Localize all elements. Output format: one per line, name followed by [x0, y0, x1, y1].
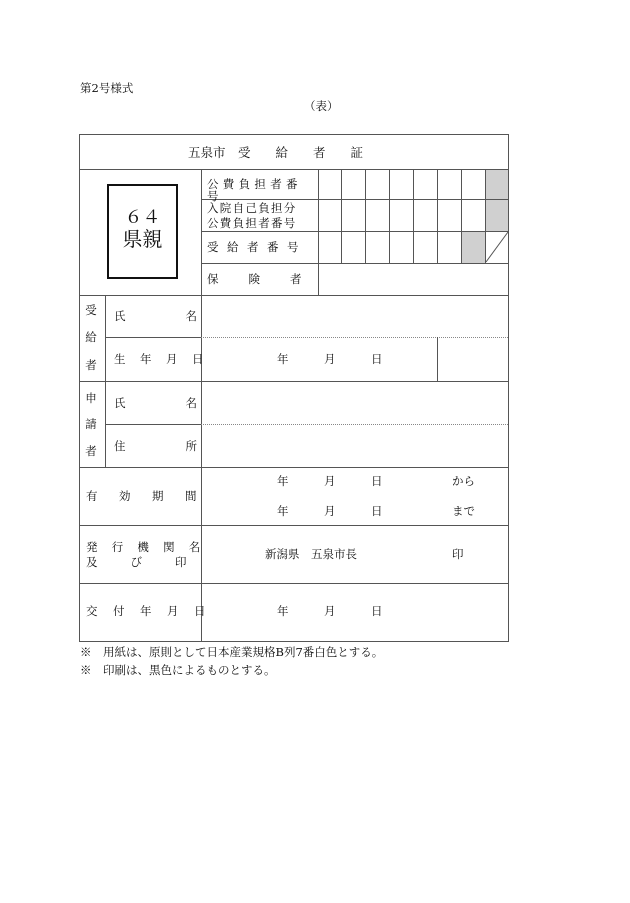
validity-to-year: 年	[277, 504, 289, 518]
issuer-name: 新潟県 五泉市長	[265, 547, 357, 561]
form-number: 第2号様式	[80, 81, 134, 95]
side-label: （表）	[304, 99, 339, 113]
validity-to-month: 月	[324, 504, 336, 518]
note-printing: ※ 印刷は、黒色によるものとする。	[80, 663, 276, 677]
check-digit-box	[486, 200, 508, 231]
issuer-label: 発行機関名	[86, 540, 215, 554]
validity-label: 有効期間	[86, 489, 218, 503]
dob-day: 日	[371, 352, 383, 366]
diagonal-slash	[485, 231, 509, 263]
validity-from-month: 月	[324, 474, 336, 488]
applicant-name-label: 氏名	[114, 396, 257, 410]
recipient-section-label: 受 給 者	[85, 303, 97, 372]
issue-day: 日	[371, 604, 383, 618]
insurer-label: 保険者	[207, 272, 332, 286]
seal-mark: 印	[452, 547, 464, 561]
recipient-name-label: 氏名	[114, 309, 257, 323]
recipient-number-label: 受給者番号	[207, 240, 307, 254]
stamp-code: ６４	[124, 207, 161, 228]
dob-month: 月	[324, 352, 336, 366]
dob-year: 年	[277, 352, 289, 366]
validity-from-day: 日	[371, 474, 383, 488]
check-digit-box	[486, 170, 508, 199]
inpatient-payer-label: 公費負担者番号	[207, 216, 297, 230]
form-title: 五泉市 受 給 者 証	[188, 145, 364, 160]
check-digit-box	[462, 232, 485, 263]
validity-from-label: から	[452, 474, 475, 488]
program-stamp	[107, 184, 178, 279]
issue-month: 月	[324, 604, 336, 618]
inpatient-share-label: 入院自己負担分	[207, 201, 297, 215]
payer-number-label: 公費負担者番号	[207, 177, 302, 203]
issuer-label-2: 及び印	[86, 555, 220, 569]
applicant-section-label: 申 請 者	[85, 391, 97, 458]
issue-date-label: 交付年月日	[86, 604, 221, 618]
validity-to-day: 日	[371, 504, 383, 518]
recipient-dob-label: 生年月日	[114, 352, 218, 366]
issue-year: 年	[277, 604, 289, 618]
validity-from-year: 年	[277, 474, 289, 488]
validity-until-label: まで	[452, 504, 475, 518]
applicant-address-label: 住所	[114, 439, 257, 453]
note-paper: ※ 用紙は、原則として日本産業規格B列7番白色とする。	[80, 645, 384, 659]
stamp-label: 県親	[122, 227, 163, 251]
